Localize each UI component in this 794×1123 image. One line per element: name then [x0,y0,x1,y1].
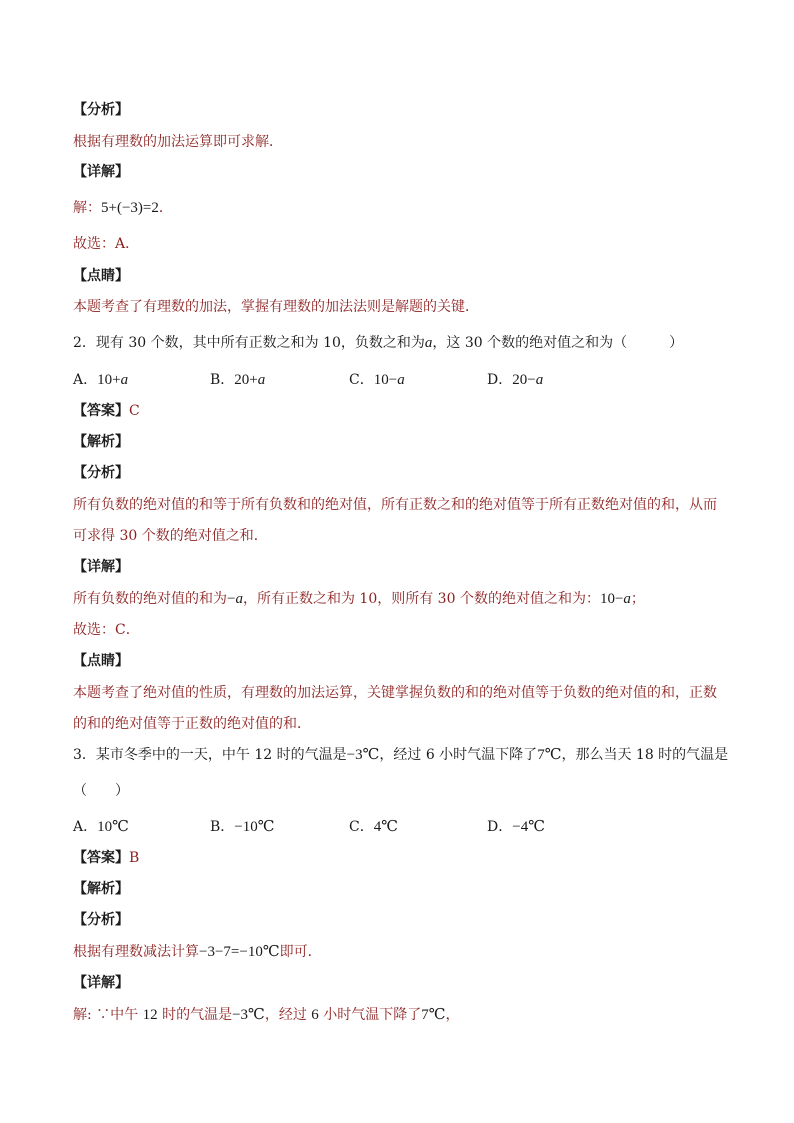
solution-end: ． [158,200,173,216]
detail-text: 解: ∵中午 [73,1007,143,1023]
section-analysis-heading: 【分析】 [73,102,129,118]
option-expr: 10− [373,372,398,388]
q3-stem-b: ，经过 6 小时气温下降了 [379,747,538,763]
option-expr: −4℃ [512,819,545,835]
section-analysis-heading: 【分析】 [73,465,129,481]
solution-line [73,198,173,218]
solution-prefix: 解： [73,200,101,216]
analysis-text: 即可． [279,944,322,960]
option-letter: C． [349,372,374,388]
section-detail-heading: 【详解】 [73,975,129,991]
q2-option-d [487,370,543,390]
detail-text: 小时气温下降了 [318,1007,422,1023]
option-expr: 20− [512,372,536,388]
q3-analysis-line [73,942,322,962]
detail-num: 12 [142,1007,158,1023]
q2-choice-line: 故选：C． [73,622,140,638]
q2-answer-line [73,401,140,421]
option-letter: B． [210,819,235,835]
option-expr: −10℃ [234,819,275,835]
q3-option-a [73,817,129,837]
section-comment-heading: 【点睛】 [73,268,129,284]
option-var: a [257,372,266,388]
q3-temp-1: −3℃ [346,747,380,763]
choice-line: 故选：A． [73,236,140,252]
option-var: a [120,372,129,388]
q2-detail-line [73,589,645,609]
option-expr: 20+ [234,372,258,388]
option-letter: D． [487,819,513,835]
analysis-expr: −3−7=−10℃ [199,944,280,960]
q3-stem-c: ，那么当天 18 时的气温是 [561,747,729,763]
q2-option-b [210,370,265,390]
option-expr: 10℃ [97,819,129,835]
option-letter: C． [349,819,374,835]
option-var: a [397,372,405,388]
option-letter: A． [73,372,98,388]
section-analysis-heading: 【分析】 [73,912,129,928]
comment-text: 本题考查了有理数的加法，掌握有理数的加法法则是解题的关键． [73,299,479,315]
q3-detail-line [73,1005,460,1025]
detail-text: ，所有正数之和为 10，则所有 30 个数的绝对值之和为： [242,591,600,607]
option-var: a [535,372,544,388]
detail-expr-var: a [623,591,631,607]
q2-option-a [73,370,128,390]
option-expr: 4℃ [373,819,398,835]
q3-stem-a: 3．某市冬季中的一天，中午 12 时的气温是 [73,747,347,763]
section-detail-heading: 【详解】 [73,559,129,575]
section-parse-heading: 【解析】 [73,881,129,897]
question-2-stem [73,333,683,353]
option-expr: 10+ [97,372,121,388]
section-parse-heading: 【解析】 [73,434,129,450]
answer-value: C [129,403,140,419]
detail-text: 时的气温是 [157,1007,233,1023]
section-comment-heading: 【点睛】 [73,653,129,669]
answer-value: B [129,850,140,866]
question-3-stem-line-1 [73,745,728,765]
option-letter: B． [210,372,235,388]
analysis-text: 根据有理数减法计算 [73,944,199,960]
q2-stem-a: 2．现有 30 个数，其中所有正数之和为 10，负数之和为 [73,335,425,351]
detail-expr: 10− [599,591,624,607]
q2-comment-line-2: 的和的绝对值等于正数的绝对值的和． [73,716,311,732]
q2-analysis-line-2: 可求得 30 个数的绝对值之和． [73,528,268,544]
q2-stem-b: ，这 30 个数的绝对值之和为（ [432,335,628,351]
analysis-text [73,132,283,152]
answer-label: 【答案】 [73,850,129,866]
q2-option-c [349,370,405,390]
q2-stem-c: ） [669,335,684,351]
q3-option-d [487,817,545,837]
option-letter: D． [487,372,513,388]
detail-text: ，经过 [264,1007,312,1023]
q2-stem-var: a [424,335,433,351]
q3-option-b [210,817,275,837]
detail-temp: −3℃ [232,1007,265,1023]
detail-end: ； [630,591,645,607]
q2-analysis-line-1: 所有负数的绝对值的和等于所有负数和的绝对值，所有正数之和的绝对值等于所有正数绝对值的和，从而 [73,497,717,513]
detail-num: 6 [311,1007,319,1023]
answer-label: 【答案】 [73,403,129,419]
section-detail-heading: 【详解】 [73,164,129,180]
detail-neg: − [227,591,236,607]
q3-answer-line [73,848,139,868]
option-letter: A． [73,819,98,835]
solution-expression: 5+(−3)=2 [101,200,159,216]
detail-text: 所有负数的绝对值的和为 [73,591,227,607]
detail-end: ， [445,1007,460,1023]
analysis-text-content: 根据有理数的加法运算即可求解． [73,134,283,150]
q3-option-c [349,817,398,837]
q3-temp-2: 7℃ [537,747,562,763]
detail-var: a [235,591,243,607]
question-3-stem-line-2: （ ） [73,783,129,799]
detail-temp: 7℃ [421,1007,446,1023]
q2-comment-line-1: 本题考查了绝对值的性质，有理数的加法运算，关键掌握负数的和的绝对值等于负数的绝对值的和，正数 [73,685,717,701]
